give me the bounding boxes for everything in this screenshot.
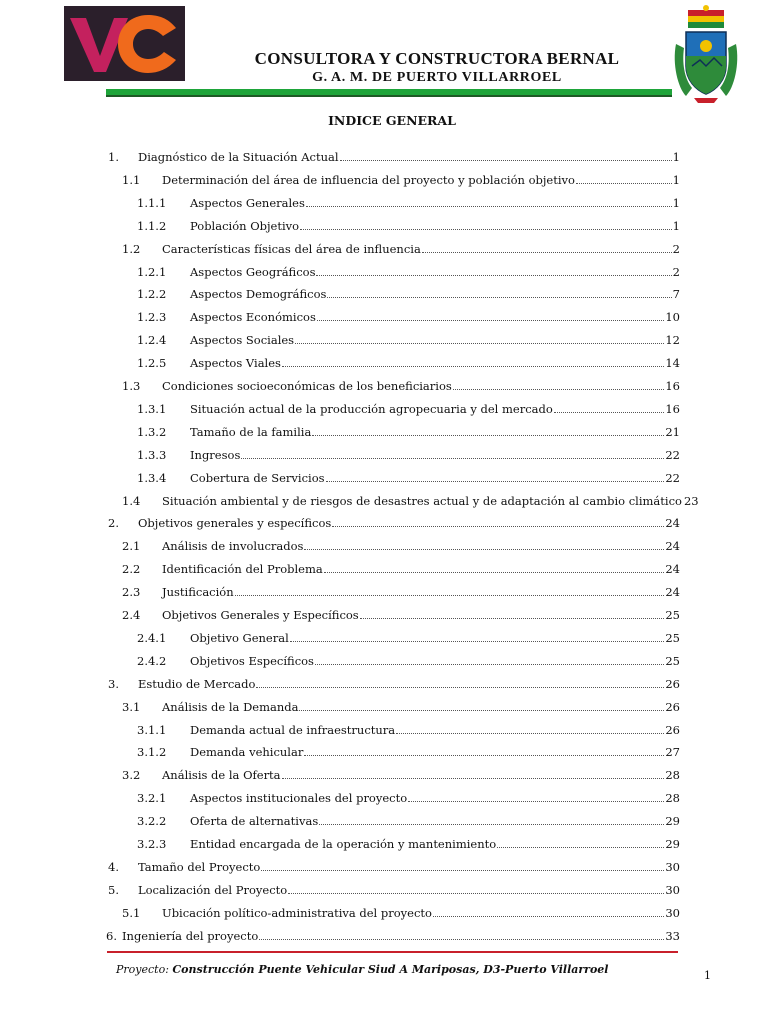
toc-entry-number: 3.2.1 [137,791,167,806]
toc-dot-leader [453,388,665,390]
toc-entry-page: 12 [665,333,680,348]
toc-entry[interactable] [137,812,680,830]
toc-entry[interactable] [137,629,680,647]
toc-entry[interactable] [122,537,680,555]
toc-dot-leader [304,548,664,550]
toc-entry[interactable] [108,148,680,166]
toc-entry-number: 1.1 [122,172,141,187]
organization-subtitle: G. A. M. DE PUERTO VILLARROEL [312,70,562,85]
toc-entry-number: 3.2.2 [137,814,167,829]
toc-dot-leader [554,411,665,413]
header-rule-shadow [106,95,672,97]
toc-entry-number: 2. [108,516,119,531]
toc-dot-leader [299,709,664,711]
toc-dot-leader [324,571,665,573]
toc-entry[interactable] [108,858,680,876]
toc-entry[interactable] [122,698,680,716]
toc-dot-leader [256,686,664,688]
toc-entry-page: 24 [665,539,680,554]
toc-entry[interactable] [137,354,680,372]
toc-entry-page: 7 [672,287,680,302]
toc-entry-title: Ingresos [190,447,241,462]
toc-entry-title: Identificación del Problema [162,562,323,577]
toc-entry-number: 1.2.5 [137,356,167,371]
toc-entry-page: 22 [665,470,680,485]
toc-entry[interactable] [137,789,680,807]
toc-dot-leader [241,457,664,459]
footer-project-name: Construcción Puente Vehicular Siud A Mariposas, D3-Puerto Villarroel [172,963,609,976]
toc-dot-leader [312,434,664,436]
toc-dot-leader [300,228,672,230]
toc-entry[interactable] [137,469,680,487]
toc-entry[interactable] [108,881,680,899]
toc-dot-leader [316,274,671,276]
toc-entry-page: 22 [665,447,680,462]
toc-entry[interactable] [108,675,680,693]
toc-entry-title: Aspectos Económicos [190,310,316,325]
toc-entry-title: Diagnóstico de la Situación Actual [138,150,339,164]
toc-entry[interactable] [122,904,680,922]
toc-entry-page: 24 [665,562,680,577]
toc-entry-title: Demanda vehicular [190,745,304,760]
toc-entry[interactable] [122,766,680,784]
toc-entry-title: Aspectos Demográficos [190,287,327,302]
toc-dot-leader [295,342,664,344]
toc-entry-number: 3. [108,676,119,691]
toc-entry[interactable] [137,308,680,326]
toc-entry-page: 26 [665,699,680,714]
toc-entry[interactable] [137,331,680,349]
toc-entry[interactable] [108,514,680,532]
toc-entry-page: 2 [672,264,680,279]
company-logo [64,6,185,81]
toc-entry-number: 2.3 [122,585,141,600]
toc-entry-number: 1. [108,150,119,164]
footer-rule [107,951,678,953]
toc-entry-title: Población Objetivo [190,218,300,233]
toc-entry-page: 1 [672,172,680,187]
toc-dot-leader [327,296,671,298]
toc-entry-page: 33 [665,928,680,943]
footer-project [116,963,608,976]
toc-entry[interactable] [137,721,680,739]
toc-dot-leader [288,892,664,894]
toc-entry-title: Aspectos Viales [190,356,281,371]
toc-entry-number: 2.1 [122,539,141,554]
toc-entry-page: 26 [665,676,680,691]
toc-entry-number: 3.1.2 [137,745,167,760]
toc-entry-title: Tamaño del Proyecto [138,859,261,874]
toc-entry-title: Objetivos generales y específicos [138,516,332,531]
toc-entry-page: 28 [665,768,680,783]
toc-dot-leader [261,869,664,871]
toc-entry-title: Ingeniería del proyecto [122,928,259,943]
toc-entry-number: 1.2.3 [137,310,167,325]
municipal-crest [672,4,740,104]
toc-entry-title: Análisis de involucrados [162,539,304,554]
toc-entry-title: Situación ambiental y de riesgos de desastres actual y de adaptación al cambio climático [162,493,682,508]
toc-dot-leader [317,319,665,321]
vc-logo-icon [64,6,185,81]
toc-dot-leader [497,846,664,848]
index-title: INDICE GENERAL [328,113,456,128]
toc-entry-title: Aspectos institucionales del proyecto [190,791,408,806]
toc-entry-page: 16 [665,379,680,393]
toc-dot-leader [282,365,664,367]
toc-entry-page: 1 [672,150,680,164]
toc-entry-title: Aspectos Generales [190,195,305,210]
toc-entry-page: 10 [665,310,680,325]
toc-dot-leader [332,525,664,527]
organization-title: CONSULTORA Y CONSTRUCTORA BERNAL [254,49,620,68]
toc-dot-leader [340,159,672,161]
toc-entry[interactable] [122,492,699,510]
toc-entry[interactable] [122,171,680,189]
toc-entry-title: Aspectos Sociales [190,333,295,348]
toc-entry-number: 5.1 [122,905,141,920]
toc-entry-page: 25 [665,630,680,645]
toc-entry-page: 30 [665,905,680,920]
toc-entry-title: Localización del Proyecto [138,882,288,897]
toc-entry-number: 2.4.2 [137,653,167,668]
toc-entry-number: 1.2 [122,241,141,256]
toc-dot-leader [360,617,665,619]
toc-dot-leader [259,938,664,940]
toc-entry-title: Objetivos Específicos [190,653,314,668]
toc-dot-leader [235,594,665,596]
toc-entry[interactable] [137,194,680,212]
toc-entry-number: 2.4.1 [137,630,167,645]
toc-entry[interactable] [137,446,680,464]
toc-dot-leader [304,754,664,756]
toc-entry-title: Ubicación político-administrativa del proyecto [162,905,432,920]
toc-entry-title: Análisis de la Oferta [162,768,281,783]
toc-entry-page: 27 [665,745,680,760]
toc-dot-leader [315,663,664,665]
toc-entry-title: Justificación [162,585,234,600]
toc-entry[interactable] [122,377,680,395]
toc-entry-page: 1 [672,218,680,233]
toc-entry-number: 1.1.2 [137,218,167,233]
toc-entry[interactable] [122,240,680,258]
toc-entry-title: Características físicas del área de influencia [162,241,421,256]
toc-entry[interactable] [137,652,680,670]
toc-entry-title: Cobertura de Servicios [190,470,325,485]
toc-entry-title: Oferta de alternativas [190,814,319,829]
toc-entry-title: Condiciones socioeconómicas de los beneficiarios [162,379,452,393]
toc-dot-leader [290,640,665,642]
toc-entry-page: 1 [672,195,680,210]
toc-entry-page: 25 [665,608,680,622]
toc-entry-number: 3.2 [122,768,141,783]
toc-entry-page: 26 [665,722,680,737]
toc-dot-leader [396,732,664,734]
coat-of-arms-icon [672,4,740,104]
toc-entry-page: 29 [665,814,680,829]
toc-entry-page: 21 [665,424,680,439]
toc-entry[interactable] [137,743,680,761]
toc-entry[interactable] [137,835,680,853]
toc-entry-number: 1.3.1 [137,401,167,416]
toc-entry-page: 2 [672,241,680,256]
toc-dot-leader [576,182,672,184]
toc-entry-number: 1.3.2 [137,424,167,439]
toc-dot-leader [422,251,672,253]
page-number: 1 [704,969,711,982]
toc-entry[interactable] [137,217,680,235]
toc-dot-leader [282,777,665,779]
toc-entry[interactable] [122,583,680,601]
toc-entry-title: Determinación del área de influencia del proyecto y población objetivo [162,172,575,187]
toc-entry-title: Objetivo General [190,630,289,645]
toc-entry-title: Aspectos Geográficos [190,264,316,279]
toc-entry-number: 1.2.4 [137,333,167,348]
toc-entry-number: 1.3.3 [137,447,167,462]
toc-entry-page: 24 [665,585,680,600]
toc-entry-number: 6. [106,928,117,943]
toc-entry[interactable] [137,263,680,281]
toc-dot-leader [433,915,664,917]
toc-entry-title: Análisis de la Demanda [162,699,299,714]
toc-dot-leader [326,480,665,482]
toc-entry[interactable] [137,400,680,418]
toc-dot-leader [408,800,664,802]
toc-entry[interactable] [137,285,680,303]
toc-entry-page: 30 [665,882,680,897]
toc-entry-number: 1.3.4 [137,470,167,485]
toc-entry-number: 2.2 [122,562,141,577]
toc-entry-number: 1.2.1 [137,264,167,279]
toc-dot-leader [319,823,664,825]
toc-entry-number: 3.2.3 [137,837,167,851]
toc-entry-number: 4. [108,859,119,874]
toc-entry-page: 28 [665,791,680,806]
toc-entry-page: 30 [665,859,680,874]
toc-dot-leader [306,205,672,207]
toc-entry-number: 1.3 [122,379,141,393]
toc-entry-number: 5. [108,882,119,897]
toc-entry-number: 1.4 [122,493,141,508]
toc-entry-number: 3.1.1 [137,722,167,737]
toc-entry[interactable] [137,423,680,441]
toc-entry-page: 23 [683,493,699,508]
toc-entry-page: 25 [665,653,680,668]
footer-label: Proyecto: [116,963,169,976]
toc-entry-number: 1.2.2 [137,287,167,302]
toc-entry-title: Estudio de Mercado [138,676,256,691]
toc-entry-page: 29 [665,837,680,851]
toc-entry-page: 24 [665,516,680,531]
toc-entry[interactable] [122,606,680,624]
toc-entry-page: 14 [665,356,680,371]
toc-entry-number: 3.1 [122,699,141,714]
toc-entry-title: Situación actual de la producción agropecuaria y del mercado [190,401,553,416]
toc-entry-title: Tamaño de la familia [190,424,312,439]
toc-entry[interactable] [106,927,680,945]
toc-entry-number: 1.1.1 [137,195,167,210]
toc-entry-number: 2.4 [122,608,141,622]
toc-entry-title: Demanda actual de infraestructura [190,722,396,737]
toc-entry-title: Entidad encargada de la operación y mantenimiento [190,837,497,851]
toc-entry-page: 16 [665,401,680,416]
toc-entry-title: Objetivos Generales y Específicos [162,608,359,622]
toc-entry[interactable] [122,560,680,578]
